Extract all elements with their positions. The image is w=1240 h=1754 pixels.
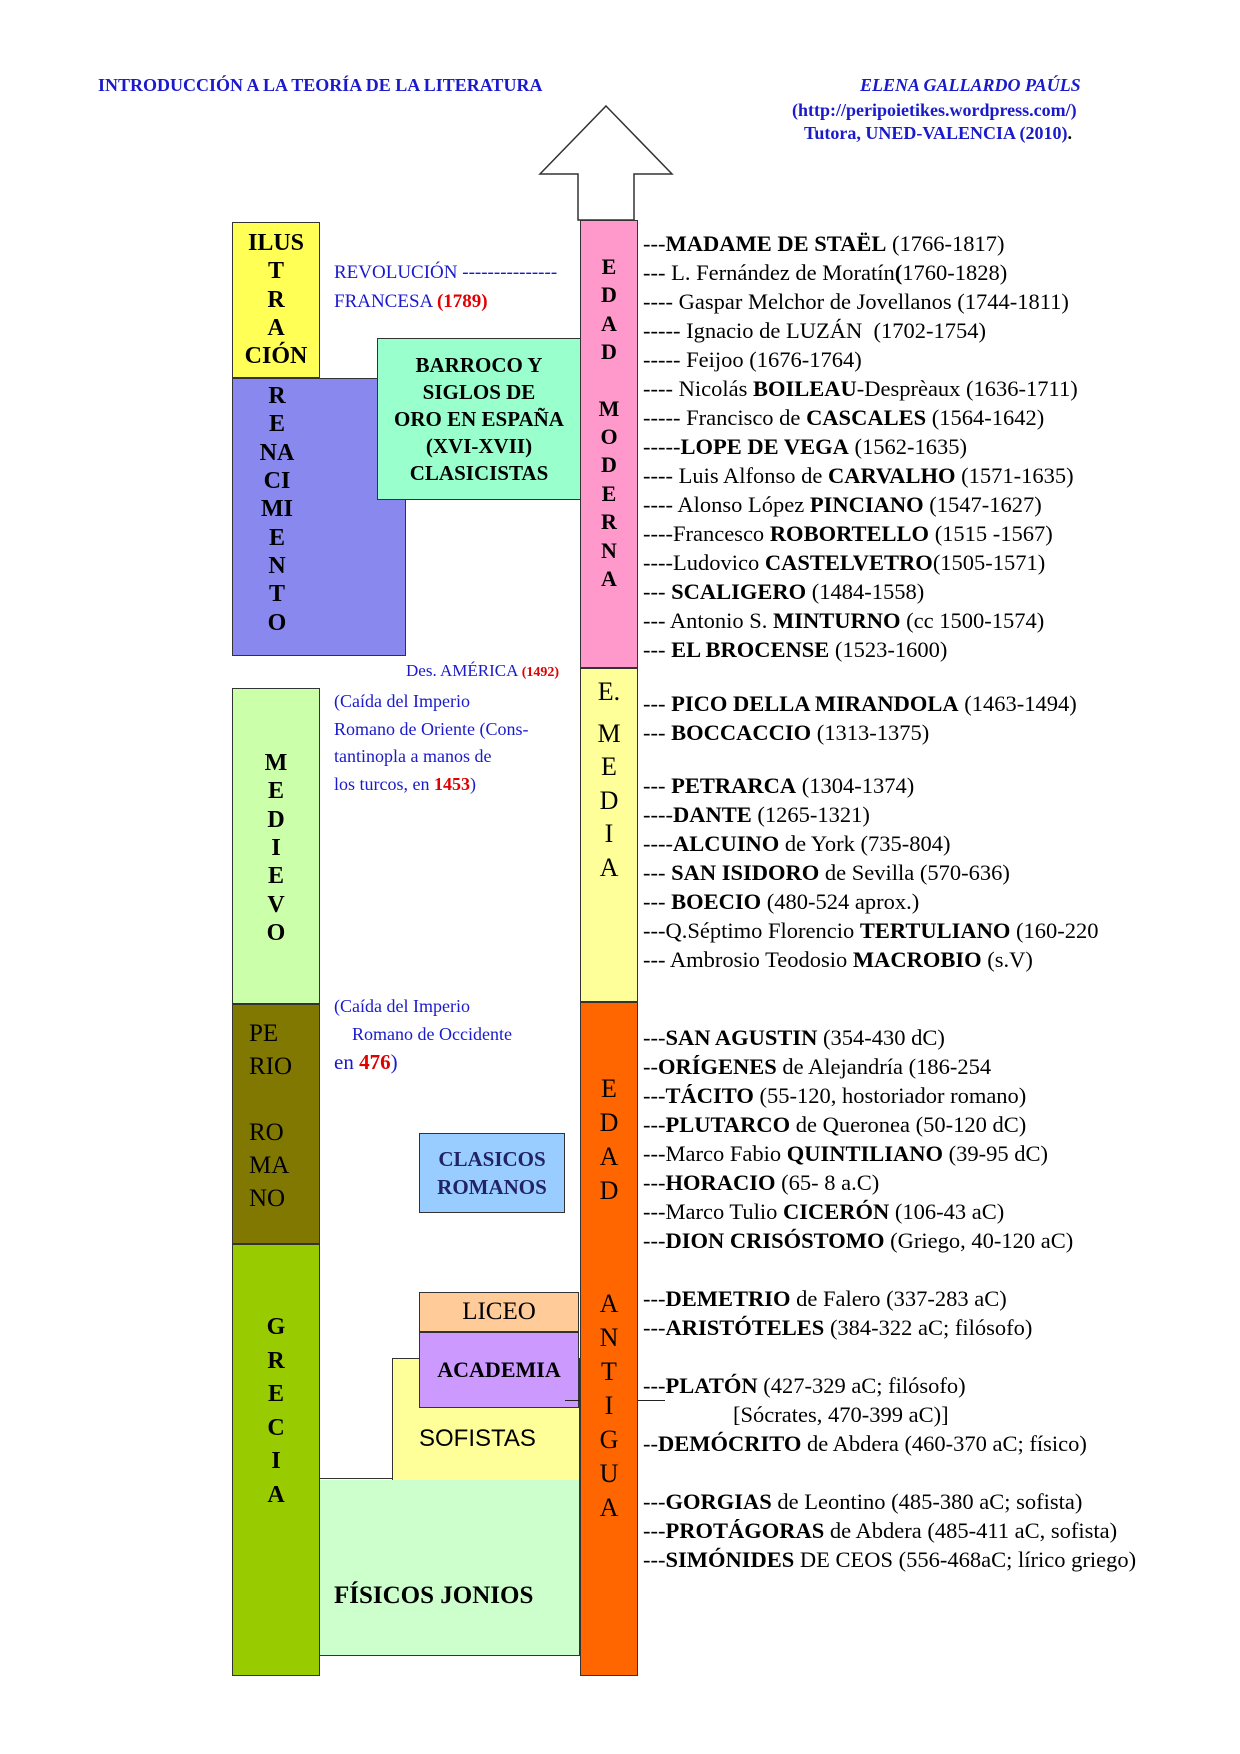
author-entry: -----LOPE DE VEGA (1562-1635) <box>643 434 967 459</box>
author-entry: ---Marco Fabio QUINTILIANO (39-95 dC) <box>643 1141 1048 1166</box>
author-entry: --- EL BROCENSE (1523-1600) <box>643 637 948 662</box>
author-entry: --- Ambrosio Teodosio MACROBIO (s.V) <box>643 947 1033 972</box>
author-entry: ---SAN AGUSTIN (354-430 dC) <box>643 1025 945 1050</box>
author-entry: --- SCALIGERO (1484-1558) <box>643 579 925 604</box>
author-entry: ---TÁCITO (55-120, hostoriador romano) <box>643 1083 1027 1108</box>
author-entry: ---HORACIO (65- 8 a.C) <box>643 1170 880 1195</box>
author-entry: ---GORGIAS de Leontino (485-380 aC; sofista) <box>643 1489 1083 1514</box>
author-entry: --ORÍGENES de Alejandría (186-254 <box>643 1054 992 1079</box>
group-clasicos-romanos: CLASICOS ROMANOS <box>419 1133 565 1213</box>
author-entry: ---Marco Tulio CICERÓN (106-43 aC) <box>643 1199 1005 1224</box>
author-entry: --- SAN ISIDORO de Sevilla (570-636) <box>643 860 1010 885</box>
event-caida-occidente: (Caída del Imperio Romano de Occidente en 476) <box>334 996 512 1074</box>
period-grecia: G R E C I A <box>232 1244 320 1676</box>
author-entry: --- L. Fernández de Moratín(1760-1828) <box>643 260 1008 285</box>
age-antigua: E D A D A N T I G U A <box>580 1002 638 1676</box>
author-entry: ---PLUTARCO de Queronea (50-120 dC) <box>643 1112 1027 1137</box>
author-entry: ---DION CRISÓSTOMO (Griego, 40-120 aC) <box>643 1228 1074 1253</box>
author-entry: --- PETRARCA (1304-1374) <box>643 773 915 798</box>
author-entry: ---SIMÓNIDES DE CEOS (556-468aC; lírico griego) <box>643 1547 1137 1572</box>
author-entry: ---PLATÓN (427-329 aC; filósofo) <box>643 1373 966 1398</box>
author-entry: ----DANTE (1265-1321) <box>643 802 870 827</box>
author-entry: --DEMÓCRITO de Abdera (460-370 aC; físico) <box>643 1431 1087 1456</box>
author-entry: ---MADAME DE STAËL (1766-1817) <box>643 231 1005 256</box>
author-role: Tutora, UNED-VALENCIA (2010). <box>804 123 1073 143</box>
author-entry: --- Antonio S. MINTURNO (cc 1500-1574) <box>643 608 1045 633</box>
author-entry: --- PICO DELLA MIRANDOLA (1463-1494) <box>643 691 1077 716</box>
author-url[interactable]: (http://peripoietikes.wordpress.com/) <box>792 100 1077 120</box>
author-entry: ----- Ignacio de LUZÁN (1702-1754) <box>643 318 987 343</box>
event-america: Des. AMÉRICA (1492) <box>406 661 560 680</box>
author-name: ELENA GALLARDO PAÚLS <box>860 75 1081 95</box>
age-media: E. M E D I A <box>580 668 638 1002</box>
group-liceo: LICEO <box>419 1292 579 1332</box>
age-moderna: E D A D M O D E R N A <box>580 220 638 668</box>
author-entry: ---ARISTÓTELES (384-322 aC; filósofo) <box>643 1315 1033 1340</box>
period-medievo: M E D I E V O <box>232 688 320 1004</box>
fisicos-label: FÍSICOS JONIOS <box>334 1582 534 1609</box>
author-entry: ---Q.Séptimo Florencio TERTULIANO (160-220 <box>643 918 1099 943</box>
event-revolucion-line2: FRANCESA (1789) <box>334 291 488 312</box>
group-academia: ACADEMIA <box>419 1332 579 1408</box>
group-barroco: BARROCO Y SIGLOS DE ORO EN ESPAÑA (XVI-XVII) CLASICISTAS <box>377 338 581 500</box>
period-romano: PE RIO RO MA NO <box>232 1004 320 1244</box>
period-renacimiento: R E NA CI MI E N T O <box>232 378 406 656</box>
author-entry: ----- Francisco de CASCALES (1564-1642) <box>643 405 1045 430</box>
author-entry: ---- Gaspar Melchor de Jovellanos (1744-1811) <box>643 289 1069 314</box>
author-entry: ----- Feijoo (1676-1764) <box>643 347 862 372</box>
period-ilustracion: ILUS T R A CIÓN <box>232 222 320 378</box>
fisicos-top-edge <box>320 1478 393 1479</box>
author-entry: ---- Nicolás BOILEAU-Desprèaux (1636-1711) <box>643 376 1078 401</box>
author-entry: ----ALCUINO de York (735-804) <box>643 831 951 856</box>
author-entry: ---DEMETRIO de Falero (337-283 aC) <box>643 1286 1007 1311</box>
document-title: INTRODUCCIÓN A LA TEORÍA DE LA LITERATURA <box>98 75 543 95</box>
sofistas-label: SOFISTAS <box>419 1425 536 1452</box>
author-entry: ----Francesco ROBORTELLO (1515 -1567) <box>643 521 1053 546</box>
event-caida-oriente: (Caída del Imperio Romano de Oriente (Cons- tantinopla a manos de los turcos, en 1453) <box>334 691 529 794</box>
author-entry: --- BOECIO (480-524 aprox.) <box>643 889 920 914</box>
author-entry: ----Ludovico CASTELVETRO(1505-1571) <box>643 550 1046 575</box>
event-revolucion-line1: REVOLUCIÓN --------------- <box>334 262 558 283</box>
author-entry: [Sócrates, 470-399 aC)] <box>643 1402 949 1427</box>
author-entry: --- BOCCACCIO (1313-1375) <box>643 720 930 745</box>
timeline-arrow-icon <box>538 104 674 222</box>
group-fisicos-jonios <box>320 1480 580 1656</box>
author-entry: ---PROTÁGORAS de Abdera (485-411 aC, sofista) <box>643 1518 1118 1543</box>
author-entry: ---- Luis Alfonso de CARVALHO (1571-1635) <box>643 463 1074 488</box>
author-entry: ---- Alonso López PINCIANO (1547-1627) <box>643 492 1042 517</box>
